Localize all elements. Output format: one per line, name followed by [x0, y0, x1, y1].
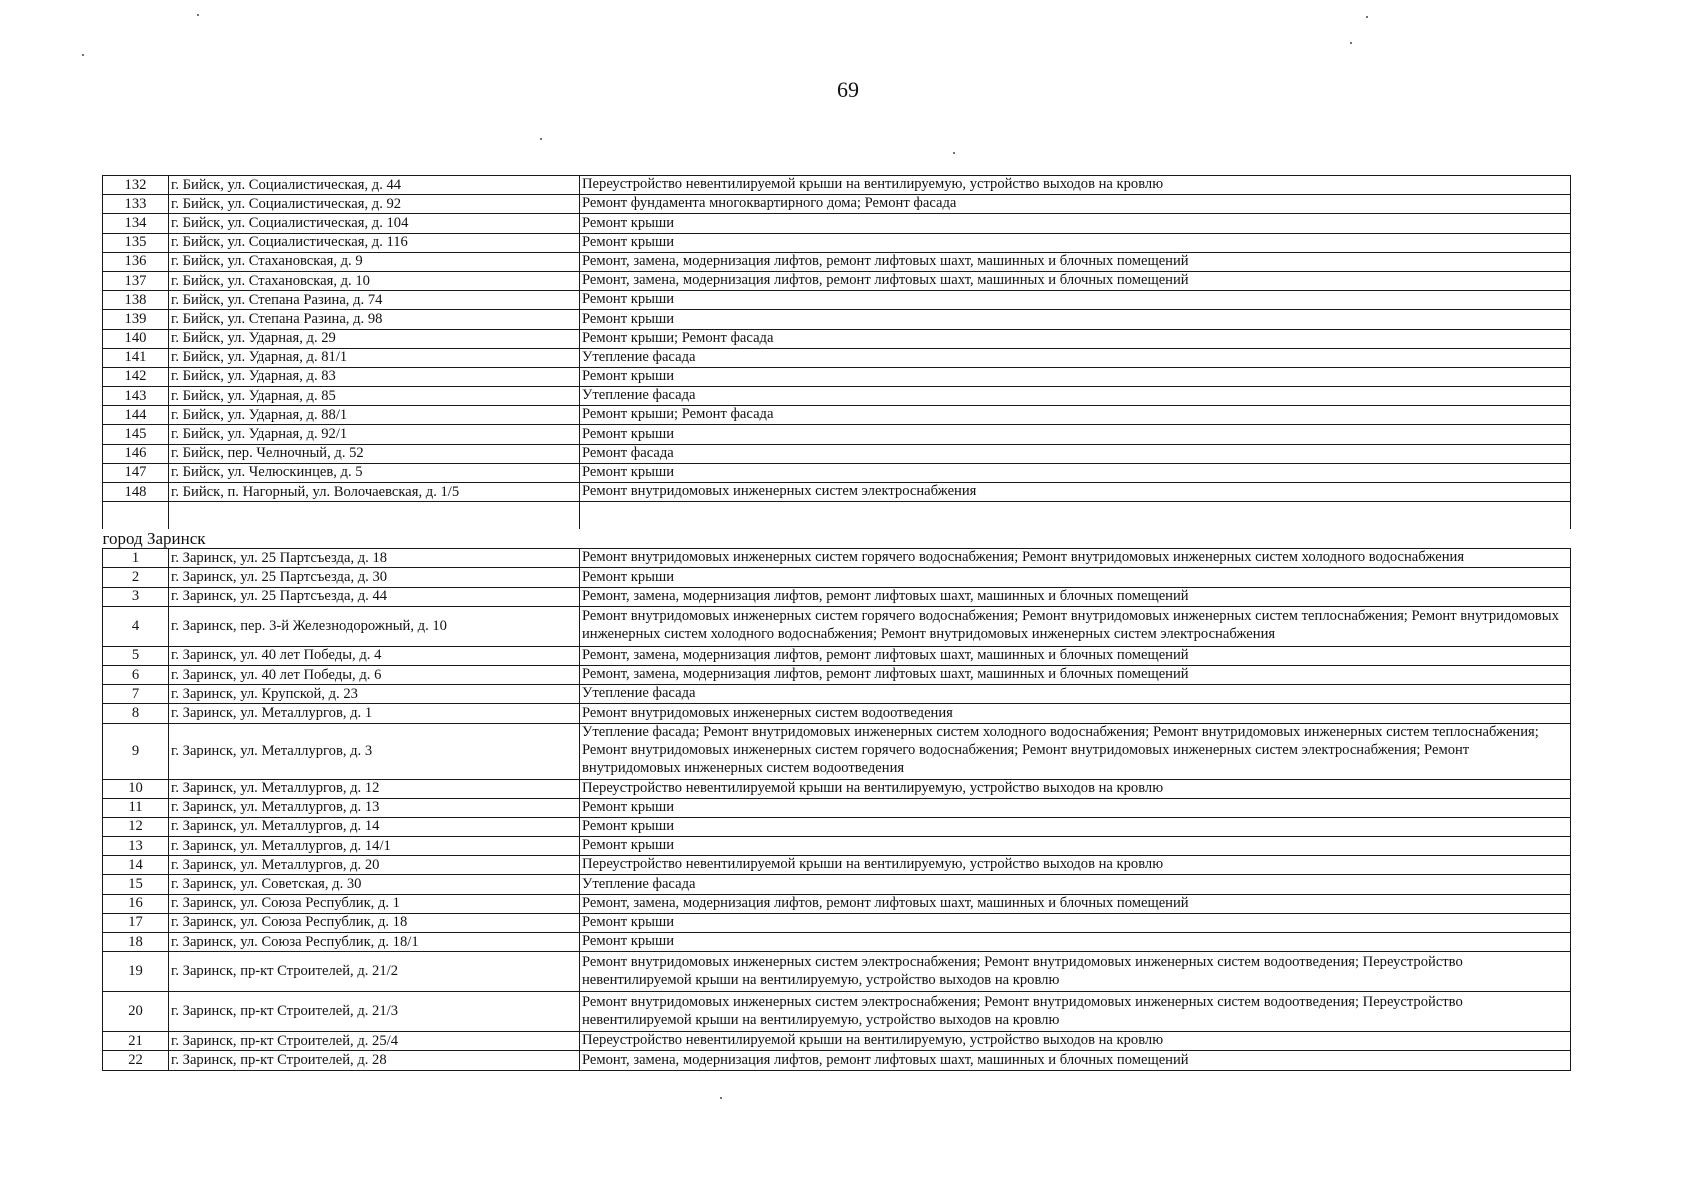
address-cell: г. Заринск, ул. Металлургов, д. 12 [169, 779, 580, 798]
row-number: 136 [103, 252, 169, 271]
address-cell: г. Заринск, ул. Союза Республик, д. 18/1 [169, 933, 580, 952]
work-type-cell: Переустройство невентилируемой крыши на вентилируемую, устройство выходов на кровлю [580, 856, 1571, 875]
address-cell: г. Бийск, ул. Ударная, д. 29 [169, 329, 580, 348]
table-row [103, 310, 1571, 329]
row-number: 20 [103, 992, 169, 1032]
row-number: 135 [103, 233, 169, 252]
address-cell: г. Бийск, ул. Ударная, д. 88/1 [169, 406, 580, 425]
table-row [103, 1051, 1571, 1070]
address-cell: г. Бийск, ул. Социалистическая, д. 116 [169, 233, 580, 252]
work-type-cell: Ремонт крыши [580, 233, 1571, 252]
row-number: 142 [103, 367, 169, 386]
address-cell: г. Заринск, ул. Союза Республик, д. 1 [169, 894, 580, 913]
row-number: 139 [103, 310, 169, 329]
scan-speck [540, 138, 542, 140]
work-type-cell: Ремонт крыши [580, 817, 1571, 836]
row-number: 145 [103, 425, 169, 444]
work-type-cell: Ремонт, замена, модернизация лифтов, ремонт лифтовых шахт, машинных и блочных помещений [580, 587, 1571, 606]
address-cell: г. Заринск, ул. 40 лет Победы, д. 6 [169, 665, 580, 684]
scan-speck [1366, 16, 1368, 18]
table-row [103, 933, 1571, 952]
table-row [103, 291, 1571, 310]
table-row [103, 587, 1571, 606]
work-type-cell: Переустройство невентилируемой крыши на вентилируемую, устройство выходов на кровлю [580, 1032, 1571, 1051]
row-number: 2 [103, 568, 169, 587]
work-type-cell: Утепление фасада [580, 685, 1571, 704]
scan-speck [1350, 42, 1352, 44]
scan-speck [953, 152, 955, 154]
row-number: 148 [103, 483, 169, 502]
address-cell: г. Бийск, ул. Социалистическая, д. 92 [169, 195, 580, 214]
address-cell: г. Бийск, пер. Челночный, д. 52 [169, 444, 580, 463]
row-number: 15 [103, 875, 169, 894]
work-type-cell: Ремонт внутридомовых инженерных систем электроснабжения [580, 483, 1571, 502]
table-row [103, 779, 1571, 798]
section-break [103, 502, 1571, 549]
work-type-cell: Ремонт крыши [580, 367, 1571, 386]
work-type-cell: Утепление фасада [580, 875, 1571, 894]
work-type-cell: Переустройство невентилируемой крыши на вентилируемую, устройство выходов на кровлю [580, 176, 1571, 195]
zarinsk-rows [103, 549, 1571, 1070]
row-number: 3 [103, 587, 169, 606]
row-number: 14 [103, 856, 169, 875]
work-type-cell: Ремонт крыши [580, 425, 1571, 444]
work-type-cell: Ремонт крыши [580, 463, 1571, 482]
row-number: 134 [103, 214, 169, 233]
table-row [103, 646, 1571, 665]
row-number: 7 [103, 685, 169, 704]
row-number: 132 [103, 176, 169, 195]
row-number: 138 [103, 291, 169, 310]
work-type-cell: Ремонт крыши; Ремонт фасада [580, 406, 1571, 425]
work-type-cell: Утепление фасада [580, 387, 1571, 406]
address-cell: г. Бийск, ул. Социалистическая, д. 44 [169, 176, 580, 195]
work-type-cell: Ремонт крыши [580, 310, 1571, 329]
work-type-cell: Утепление фасада [580, 348, 1571, 367]
row-number: 17 [103, 913, 169, 932]
row-number: 12 [103, 817, 169, 836]
work-type-cell: Ремонт, замена, модернизация лифтов, ремонт лифтовых шахт, машинных и блочных помещений [580, 271, 1571, 290]
table-row [103, 1032, 1571, 1051]
table-row [103, 798, 1571, 817]
work-type-cell: Ремонт внутридомовых инженерных систем горячего водоснабжения; Ремонт внутридомовых инженерных систем холодного водоснабжения [580, 549, 1571, 568]
address-cell: г. Заринск, ул. 25 Партсъезда, д. 44 [169, 587, 580, 606]
row-number: 10 [103, 779, 169, 798]
row-number: 19 [103, 952, 169, 992]
table-row [103, 444, 1571, 463]
table-row [103, 233, 1571, 252]
address-cell: г. Заринск, пр-кт Строителей, д. 25/4 [169, 1032, 580, 1051]
scan-speck [720, 1097, 722, 1099]
table-row [103, 406, 1571, 425]
work-type-cell: Ремонт крыши [580, 837, 1571, 856]
table-row [103, 723, 1571, 779]
table-row [103, 348, 1571, 367]
table-row [103, 195, 1571, 214]
table-row [103, 425, 1571, 444]
table-row [103, 252, 1571, 271]
address-cell: г. Заринск, ул. Союза Республик, д. 18 [169, 913, 580, 932]
repair-register-table [102, 175, 1571, 1071]
table-row [103, 568, 1571, 587]
address-cell: г. Заринск, ул. 25 Партсъезда, д. 18 [169, 549, 580, 568]
table-row [103, 549, 1571, 568]
row-number: 146 [103, 444, 169, 463]
work-type-cell: Переустройство невентилируемой крыши на вентилируемую, устройство выходов на кровлю [580, 779, 1571, 798]
address-cell: г. Бийск, ул. Стахановская, д. 10 [169, 271, 580, 290]
work-type-cell: Ремонт крыши; Ремонт фасада [580, 329, 1571, 348]
row-number: 147 [103, 463, 169, 482]
biysk-rows [103, 176, 1571, 502]
work-type-cell: Ремонт, замена, модернизация лифтов, ремонт лифтовых шахт, машинных и блочных помещений [580, 665, 1571, 684]
work-type-cell: Ремонт внутридомовых инженерных систем водоотведения [580, 704, 1571, 723]
table-row [103, 463, 1571, 482]
table-row [103, 271, 1571, 290]
table-row [103, 329, 1571, 348]
row-number: 22 [103, 1051, 169, 1070]
row-number: 133 [103, 195, 169, 214]
row-number: 8 [103, 704, 169, 723]
work-type-cell: Ремонт внутридомовых инженерных систем электроснабжения; Ремонт внутридомовых инженерных систем водоотведения; Переустройство невентилируемой крыши на вентилируемую, устройство выходов на кровлю [580, 952, 1571, 992]
row-number: 5 [103, 646, 169, 665]
work-type-cell: Ремонт, замена, модернизация лифтов, ремонт лифтовых шахт, машинных и блочных помещений [580, 1051, 1571, 1070]
row-number: 1 [103, 549, 169, 568]
row-number: 18 [103, 933, 169, 952]
table-row [103, 685, 1571, 704]
work-type-cell: Ремонт фундамента многоквартирного дома; Ремонт фасада [580, 195, 1571, 214]
address-cell: г. Бийск, ул. Стахановская, д. 9 [169, 252, 580, 271]
address-cell: г. Заринск, ул. 25 Партсъезда, д. 30 [169, 568, 580, 587]
row-number: 21 [103, 1032, 169, 1051]
address-cell: г. Заринск, ул. Советская, д. 30 [169, 875, 580, 894]
table-row [103, 952, 1571, 992]
row-number: 143 [103, 387, 169, 406]
table-row [103, 483, 1571, 502]
row-number: 141 [103, 348, 169, 367]
page-number: 69 [837, 77, 859, 102]
row-number: 144 [103, 406, 169, 425]
table-row [103, 176, 1571, 195]
work-type-cell: Ремонт крыши [580, 933, 1571, 952]
table-row [103, 913, 1571, 932]
row-number: 9 [103, 723, 169, 779]
address-cell: г. Заринск, ул. Металлургов, д. 1 [169, 704, 580, 723]
address-cell: г. Заринск, пр-кт Строителей, д. 21/3 [169, 992, 580, 1032]
table-row [103, 665, 1571, 684]
row-number: 11 [103, 798, 169, 817]
address-cell: г. Бийск, ул. Челюскинцев, д. 5 [169, 463, 580, 482]
table-row [103, 992, 1571, 1032]
table-row [103, 704, 1571, 723]
spacer-row [103, 502, 1571, 530]
table-row [103, 875, 1571, 894]
table-row [103, 606, 1571, 646]
table-row [103, 367, 1571, 386]
address-cell: г. Бийск, ул. Степана Разина, д. 74 [169, 291, 580, 310]
work-type-cell: Утепление фасада; Ремонт внутридомовых инженерных систем холодного водоснабжения; Ремонт внутридомовых инженерных систем теплоснабжения; Ремонт внутридомовых инженерных систем горячего водоснабжения; Ремонт внутридомовых инженерных систем электроснабжения; Ремонт внутридомовых инженерных систем водоотведения [580, 723, 1571, 779]
section-title: город Заринск [102, 529, 206, 549]
address-cell: г. Заринск, ул. 40 лет Победы, д. 4 [169, 646, 580, 665]
work-type-cell: Ремонт крыши [580, 291, 1571, 310]
work-type-cell: Ремонт фасада [580, 444, 1571, 463]
work-type-cell: Ремонт, замена, модернизация лифтов, ремонт лифтовых шахт, машинных и блочных помещений [580, 646, 1571, 665]
scan-speck [197, 14, 199, 16]
work-type-cell: Ремонт крыши [580, 798, 1571, 817]
section-row [103, 529, 1571, 549]
work-type-cell: Ремонт, замена, модернизация лифтов, ремонт лифтовых шахт, машинных и блочных помещений [580, 894, 1571, 913]
table-row [103, 894, 1571, 913]
table-row [103, 387, 1571, 406]
address-cell: г. Бийск, ул. Социалистическая, д. 104 [169, 214, 580, 233]
table-row [103, 817, 1571, 836]
row-number: 6 [103, 665, 169, 684]
address-cell: г. Бийск, ул. Ударная, д. 85 [169, 387, 580, 406]
work-type-cell: Ремонт, замена, модернизация лифтов, ремонт лифтовых шахт, машинных и блочных помещений [580, 252, 1571, 271]
row-number: 137 [103, 271, 169, 290]
row-number: 13 [103, 837, 169, 856]
address-cell: г. Заринск, ул. Металлургов, д. 14/1 [169, 837, 580, 856]
work-type-cell: Ремонт внутридомовых инженерных систем горячего водоснабжения; Ремонт внутридомовых инженерных систем теплоснабжения; Ремонт внутридомовых инженерных систем холодного водоснабжения; Ремонт внутридомовых инженерных систем электроснабжения [580, 606, 1571, 646]
address-cell: г. Заринск, ул. Металлургов, д. 20 [169, 856, 580, 875]
table-row [103, 214, 1571, 233]
address-cell: г. Заринск, ул. Металлургов, д. 3 [169, 723, 580, 779]
address-cell: г. Заринск, пр-кт Строителей, д. 21/2 [169, 952, 580, 992]
address-cell: г. Заринск, пр-кт Строителей, д. 28 [169, 1051, 580, 1070]
row-number: 4 [103, 606, 169, 646]
work-type-cell: Ремонт внутридомовых инженерных систем электроснабжения; Ремонт внутридомовых инженерных систем водоотведения; Переустройство невентилируемой крыши на вентилируемую, устройство выходов на кровлю [580, 992, 1571, 1032]
address-cell: г. Бийск, ул. Степана Разина, д. 98 [169, 310, 580, 329]
address-cell: г. Бийск, п. Нагорный, ул. Волочаевская, д. 1/5 [169, 483, 580, 502]
work-type-cell: Ремонт крыши [580, 913, 1571, 932]
work-type-cell: Ремонт крыши [580, 214, 1571, 233]
address-cell: г. Заринск, пер. 3-й Железнодорожный, д. 10 [169, 606, 580, 646]
row-number: 140 [103, 329, 169, 348]
address-cell: г. Заринск, ул. Металлургов, д. 14 [169, 817, 580, 836]
address-cell: г. Заринск, ул. Крупской, д. 23 [169, 685, 580, 704]
table-row [103, 837, 1571, 856]
address-cell: г. Заринск, ул. Металлургов, д. 13 [169, 798, 580, 817]
row-number: 16 [103, 894, 169, 913]
address-cell: г. Бийск, ул. Ударная, д. 92/1 [169, 425, 580, 444]
address-cell: г. Бийск, ул. Ударная, д. 83 [169, 367, 580, 386]
address-cell: г. Бийск, ул. Ударная, д. 81/1 [169, 348, 580, 367]
scan-speck [82, 54, 84, 56]
work-type-cell: Ремонт крыши [580, 568, 1571, 587]
table-row [103, 856, 1571, 875]
